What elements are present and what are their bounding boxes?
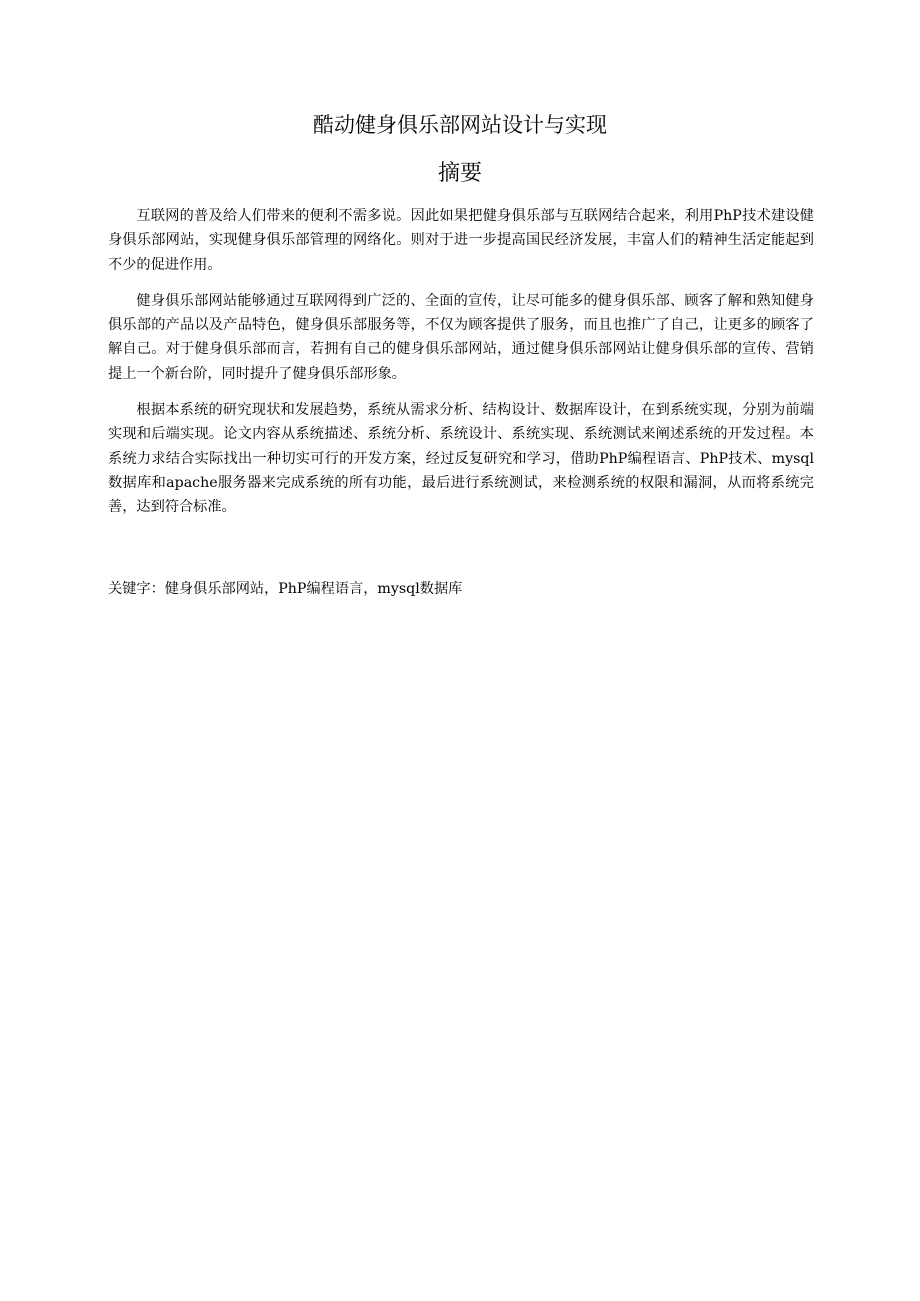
abstract-paragraph-3: 根据本系统的研究现状和发展趋势，系统从需求分析、结构设计、数据库设计，在到系统实现，分别为前端实现和后端实现。论文内容从系统描述、系统分析、系统设计、系统实现、系统测试来阐述系统的开发过程。本系统力求结合实际找出一种切实可行的开发方案，经过反复研究和学习，借助PhP编程语言、PhP技术、mysql数据库和apache服务器来完成系统的所有功能，最后进行系统测试，来检测系统的权限和漏洞，从而将系统完善，达到符合标准。 (108, 402, 814, 516)
document-title: 酷动健身俱乐部网站设计与实现 (313, 113, 607, 137)
keywords-line: 关键字：健身俱乐部网站，PhP编程语言，mysql数据库 (108, 581, 463, 597)
abstract-paragraph-2: 健身俱乐部网站能够通过互联网得到广泛的、全面的宣传，让尽可能多的健身俱乐部、顾客了解和熟知健身俱乐部的产品以及产品特色，健身俱乐部服务等，不仅为顾客提供了服务，而且也推广了自己，让更多的顾客了解自己。对于健身俱乐部而言，若拥有自己的健身俱乐部网站，通过健身俱乐部网站让健身俱乐部的宣传、营销提上一个新台阶，同时提升了健身俱乐部形象。 (108, 292, 814, 382)
abstract-body (108, 204, 814, 532)
abstract-paragraph-1: 互联网的普及给人们带来的便利不需多说。因此如果把健身俱乐部与互联网结合起来，利用PhP技术建设健身俱乐部网站，实现健身俱乐部管理的网络化。则对于进一步提高国民经济发展，丰富人们的精神生活定能起到不少的促进作用。 (108, 208, 814, 273)
abstract-heading: 摘要 (437, 161, 482, 186)
